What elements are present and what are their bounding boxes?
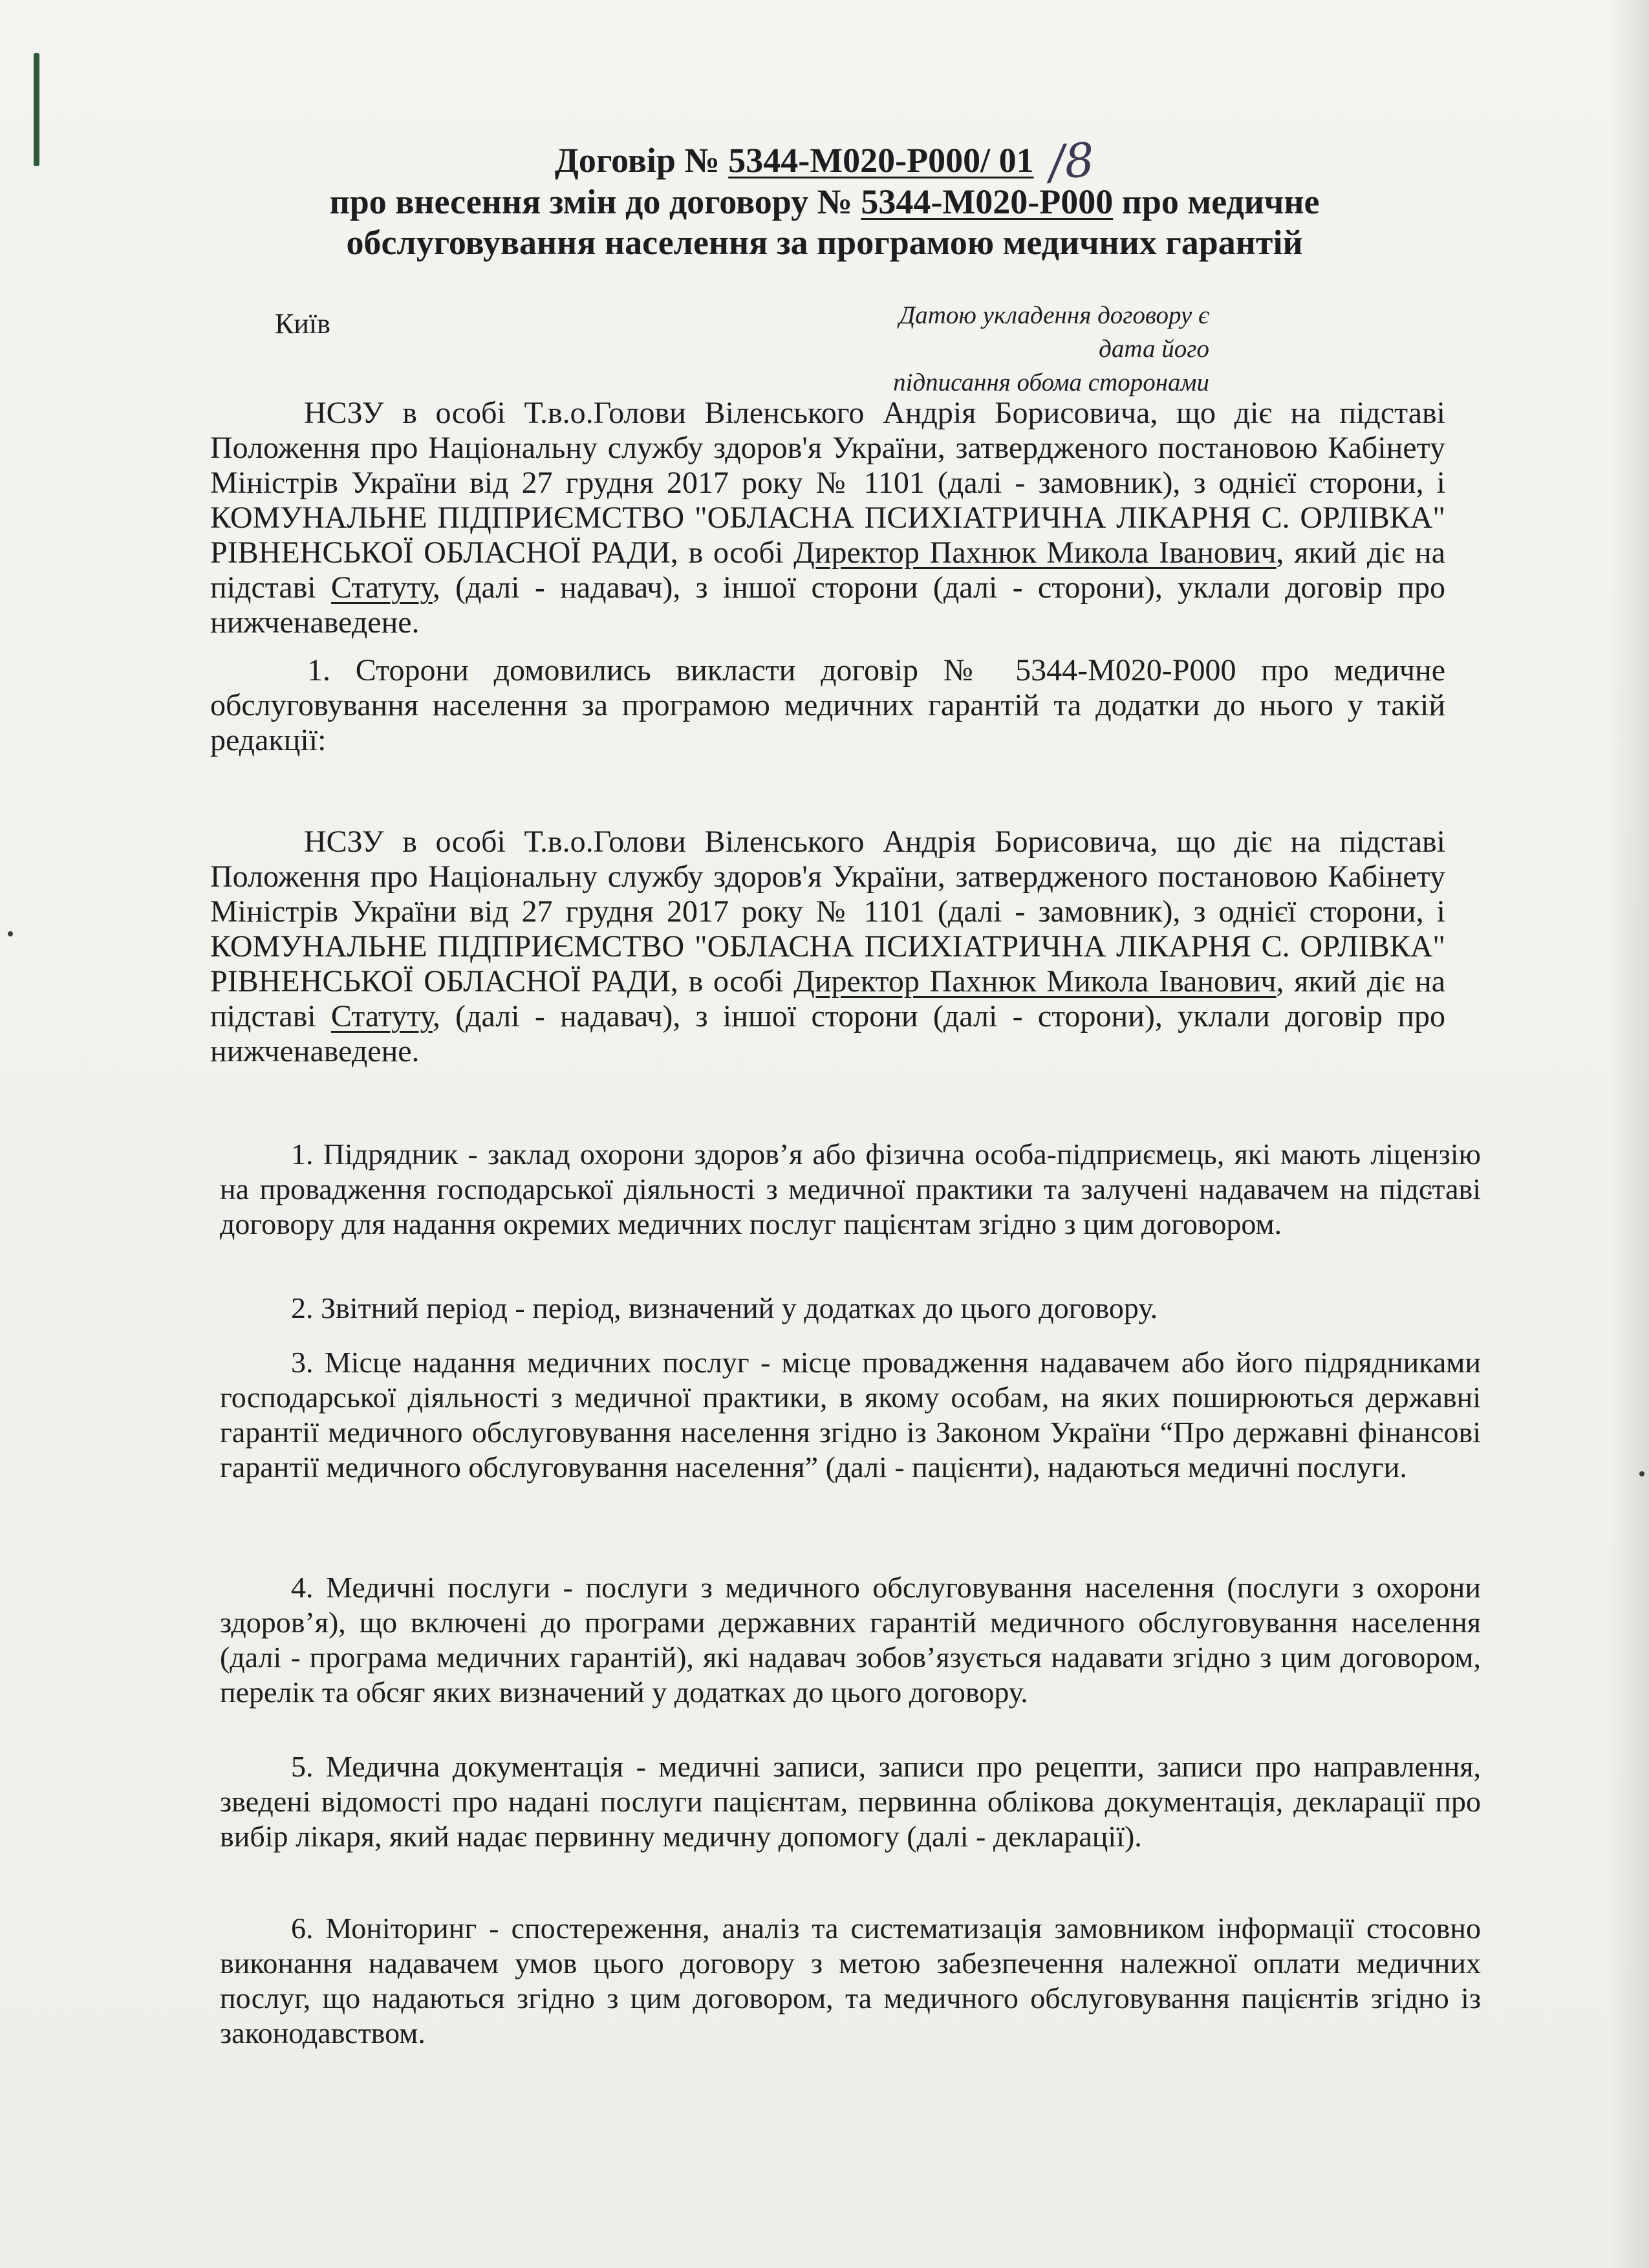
title-number-label: Договір № xyxy=(554,141,720,180)
title-line-2-suffix: про медичне xyxy=(1121,182,1320,221)
contract-number: 5344-M020-P000/ 01 xyxy=(728,141,1034,180)
preamble-text: , який діє на підставі xyxy=(210,964,1445,1033)
definition-item xyxy=(220,1345,1481,1485)
amendment-clause xyxy=(210,653,1445,758)
amendment-clause-text: 1. Сторони домовились викласти договір № 5344-M020-P000 про медичне обслуговування населення за програмою медичних гарантій та додатки до нього у такій редакції: xyxy=(210,653,1445,757)
city-label: Київ xyxy=(275,308,330,340)
date-note-line-1: Датою укладення договору є дата його xyxy=(899,301,1209,363)
preamble-paragraph xyxy=(210,396,1445,640)
definition-text: 4. Медичні послуги - послуги з медичного обслуговування населення (послуги з охорони здоров’я), що включені до програми державних гарантій медичного обслуговування населення (далі - програма медичних гарантій), які надавач зобов’язується надавати згідно з цим договором, перелік та обсяг яких визначений у додатках до цього договору. xyxy=(220,1571,1481,1709)
definition-item xyxy=(220,1137,1481,1242)
preamble-text: НСЗУ в особі Т.в.о.Голови Віленського Андрія Борисовича, що діє на підставі Положення про Національну службу здоров'я України, затвердженого постановою Кабінету Міністрів України від 27 грудня 2017 року № 1101 (далі - замовник), з однієї сторони, і КОМУНАЛЬНЕ ПІДПРИЄМСТВО "ОБЛАСНА ПСИХІАТРИЧНА ЛІКАРНЯ С. ОРЛІВКА" РІВНЕНСЬКОЇ ОБЛАСНОЇ РАДИ, в особі xyxy=(210,396,1445,570)
handwritten-mark: /8 xyxy=(1047,132,1097,190)
title-line-3: обслуговування населення за програмою медичних гарантій xyxy=(346,223,1303,262)
preamble-paragraph-new-edition xyxy=(210,825,1445,1069)
preamble-text: , (далі - надавач), з іншої сторони (далі - сторони), уклали договір про нижченаведене. xyxy=(210,570,1445,640)
title-line-2 xyxy=(0,182,1649,221)
definition-text: 5. Медична документація - медичні записи, записи про рецепти, записи про направлення, зведені відомості про надані послуги пацієнтам, первинна облікова документація, декларації про вибір лікаря, який надає первинну медичну допомогу (далі - декларації). xyxy=(220,1750,1481,1853)
preamble-text: НСЗУ в особі Т.в.о.Голови Віленського Андрія Борисовича, що діє на підставі Положення про Національну службу здоров'я України, затвердженого постановою Кабінету Міністрів України від 27 грудня 2017 року № 1101 (далі - замовник), з однієї сторони, і КОМУНАЛЬНЕ ПІДПРИЄМСТВО "ОБЛАСНА ПСИХІАТРИЧНА ЛІКАРНЯ С. ОРЛІВКА" РІВНЕНСЬКОЇ ОБЛАСНОЇ РАДИ, в особі xyxy=(210,825,1445,999)
document-title xyxy=(0,132,1649,264)
basis-document: Статуту xyxy=(330,999,433,1033)
definition-item xyxy=(220,1291,1481,1326)
definition-text: 1. Підрядник - заклад охорони здоров’я або фізична особа-підприємець, які мають ліцензію на провадження господарської діяльності з медичної практики та залучені надавачем на підставі договору для надання окремих медичних послуг пацієнтам згідно з цим договором. xyxy=(220,1138,1481,1240)
preamble-text: , (далі - надавач), з іншої сторони (далі - сторони), уклали договір про нижченаведене. xyxy=(210,999,1445,1068)
definition-text: 3. Місце надання медичних послуг - місце провадження надавачем або його підрядниками господарської діяльності з медичної практики, в якому особам, на яких поширюються державні гарантії медичного обслуговування населення згідно із Законом України “Про державні фінансові гарантії медичного обслуговування населення” (далі - пацієнти), надаються медичні послуги. xyxy=(220,1346,1481,1484)
definition-text: 2. Звітний період - період, визначений у додатках до цього договору. xyxy=(291,1291,1158,1324)
definition-text: 6. Моніторинг - спостереження, аналіз та систематизація замовником інформації стосовно виконання надавачем умов цього договору з метою забезпечення належної оплати медичних послуг, що надаються згідно з цим договором, та медичного обслуговування пацієнтів згідно із законодавством. xyxy=(220,1912,1481,2049)
signatory: Директор Пахнюк Микола Іванович xyxy=(793,535,1277,570)
scan-speck xyxy=(1639,1471,1644,1476)
page-edge-shadow xyxy=(1610,0,1649,2268)
date-note-line-2: підписання обома сторонами xyxy=(893,369,1209,396)
signatory: Директор Пахнюк Микола Іванович xyxy=(793,964,1277,999)
basis-document: Статуту xyxy=(330,570,433,605)
scan-speck xyxy=(8,931,13,936)
definition-item xyxy=(220,1911,1481,2051)
base-contract-number: 5344-M020-P000 xyxy=(861,182,1114,221)
preamble-text: , який діє на підставі xyxy=(210,535,1445,605)
definition-item xyxy=(220,1749,1481,1854)
date-note xyxy=(847,299,1209,400)
title-line-2-prefix: про внесення змін до договору № xyxy=(329,182,852,221)
definition-item xyxy=(220,1570,1481,1710)
title-line-1 xyxy=(0,132,1649,190)
